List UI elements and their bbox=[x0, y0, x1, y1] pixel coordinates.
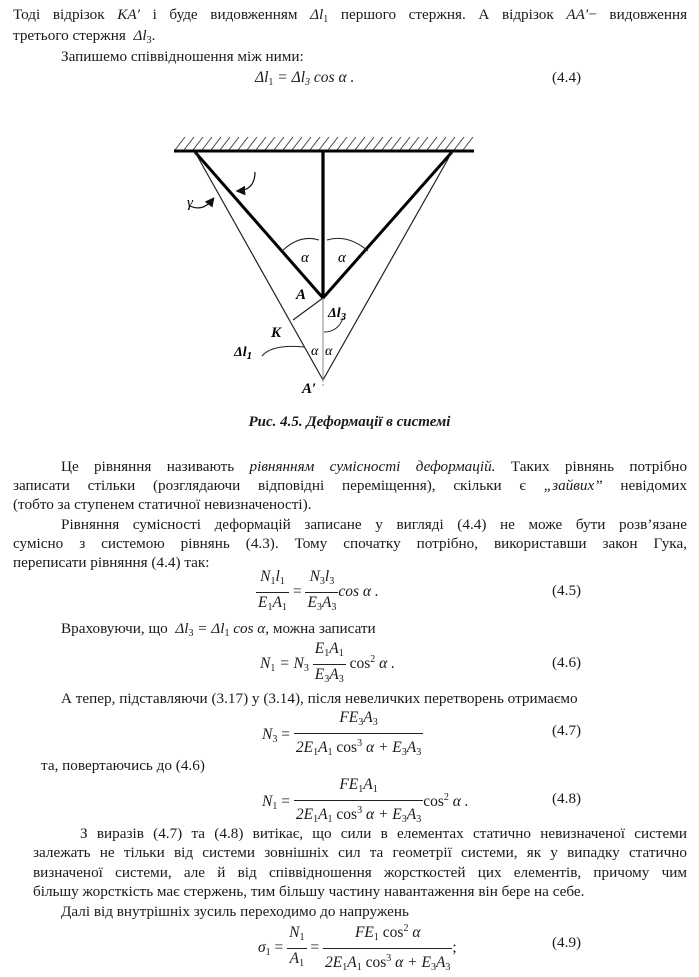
label-dl3: $\Delta l_3$ bbox=[328, 306, 347, 323]
hatch-mark bbox=[427, 137, 437, 150]
label-gamma: γ bbox=[187, 195, 193, 211]
text: Тоді відрізок bbox=[13, 6, 105, 23]
paragraph-line: Враховуючи, що $\Delta l_3 = \Delta l_1$ cos α, можна записати bbox=[61, 620, 376, 639]
bar-right bbox=[323, 152, 452, 298]
text: і буде видовженням bbox=[152, 6, 298, 23]
paragraph-line: залежать не тільки від системи зовнішніх сил та геометрії системи, як у випадку статично bbox=[33, 844, 687, 861]
paragraph-line: записати стільки (розглядаючи відповідні переміщення), скільки є „зайвих” невідомих bbox=[13, 477, 688, 494]
hatch-mark bbox=[400, 137, 410, 150]
equation-number: (4.9) bbox=[552, 934, 582, 951]
gamma-arrow-upper bbox=[238, 172, 255, 191]
gamma-arrow-lower bbox=[190, 199, 213, 208]
hatch-mark bbox=[445, 137, 455, 150]
paragraph-line: Рівняння сумісності деформацій записане у вигляді (4.4) не може бути розв’язане bbox=[61, 516, 687, 533]
equation-number: (4.4) bbox=[552, 69, 582, 86]
deformation-diagram bbox=[160, 130, 490, 405]
emphasis-term: „зайвих” bbox=[543, 477, 603, 494]
hatch-mark bbox=[238, 137, 248, 150]
equation-4-4: $\Delta l_1 = \Delta l_3$ cos α . bbox=[255, 69, 355, 88]
hatch-mark bbox=[274, 137, 284, 150]
hatch-mark bbox=[373, 137, 383, 150]
hatch-mark bbox=[247, 137, 257, 150]
label-point-k: K bbox=[271, 325, 282, 341]
paragraph-line: А тепер, підставляючи (3.17) у (3.14), після невеличких перетворень отримаємо bbox=[61, 690, 578, 707]
hatch-mark bbox=[328, 137, 338, 150]
bar-right-deformed bbox=[323, 152, 452, 380]
label-alpha-bottom-right: α bbox=[325, 344, 333, 359]
label-dl1: $\Delta l_1$ bbox=[234, 345, 253, 362]
paragraph-line: Далі від внутрішніх зусиль переходимо до напружень bbox=[61, 903, 409, 920]
bar-left bbox=[195, 152, 323, 298]
hatch-mark bbox=[229, 137, 239, 150]
text: третього стержня bbox=[13, 27, 126, 44]
hatch-mark bbox=[391, 137, 401, 150]
hatch-mark bbox=[265, 137, 275, 150]
paragraph-line: переписати рівняння (4.4) так: bbox=[13, 554, 210, 571]
emphasis-term: рівнянням сумісності деформацій. bbox=[249, 458, 496, 475]
hatch-mark bbox=[220, 137, 230, 150]
figure-caption: Рис. 4.5. Деформації в системі bbox=[248, 414, 451, 430]
paragraph-line: сумісно з системою рівнянь (4.3). Тому спочатку потрібно, використавши закон Гука, bbox=[13, 535, 687, 552]
hatch-mark bbox=[202, 137, 212, 150]
text: першого стержня. А відрізок bbox=[340, 6, 554, 23]
equation-4-5: $\frac{N_1l_1}{E_1A_1}$ = $\frac{N_3l_3}{E_3A_3}$ cos α . bbox=[258, 568, 379, 613]
equation-4-7: $N_3$ = $\frac{FE_3A_3}{2E_1A_1 \cos^3 \alpha + E_3A_3}$ bbox=[262, 709, 422, 758]
label-alpha-right: α bbox=[338, 250, 346, 266]
paragraph-line: З виразів (4.7) та (4.8) витікає, що сили в елементах статично невизначеної системи bbox=[80, 825, 687, 842]
hatch-mark bbox=[364, 137, 374, 150]
bar-left-deformed bbox=[195, 152, 323, 380]
paragraph-line bbox=[13, 27, 155, 50]
text: . bbox=[151, 27, 156, 44]
hatch-mark bbox=[292, 137, 302, 150]
angle-arc-right bbox=[327, 238, 368, 251]
hatch-mark bbox=[319, 137, 329, 150]
hatch-mark bbox=[454, 137, 464, 150]
paragraph-line: більшу жорсткість має стержень, тим більшу частину навантаження він бере на себе. bbox=[33, 883, 585, 900]
paragraph-line: визначеної системи, але й від співвідношення жорсткостей цих елементів, причому чим bbox=[33, 864, 687, 881]
math-aa-prime: AA′ bbox=[566, 6, 589, 23]
paragraph-line: (тобто за ступенем статичної невизначеності). bbox=[13, 496, 312, 513]
hatch-mark bbox=[418, 137, 428, 150]
label-point-a-prime: A′ bbox=[302, 381, 317, 397]
equation-4-8: $N_1$ = $\frac{FE_1A_1}{2E_1A_1 \cos^3 \alpha + E_3A_3}$ $\cos^2 \alpha$ . bbox=[262, 776, 469, 825]
hatch-mark bbox=[283, 137, 293, 150]
hatch-mark bbox=[184, 137, 194, 150]
hatch-mark bbox=[301, 137, 311, 150]
math-delta-l3: $\Delta l_3$ bbox=[133, 27, 152, 46]
equation-4-6: $N_1 = N_3$ $\frac{E_1A_1}{E_3A_3}$ $\cos^2 \alpha$ . bbox=[260, 640, 396, 685]
paragraph-line: Це рівняння називають рівнянням сумісності деформацій. Таких рівнянь потрібно bbox=[61, 458, 688, 475]
hatch-mark bbox=[310, 137, 320, 150]
hatch-mark bbox=[256, 137, 266, 150]
paragraph-line: та, повертаючись до (4.6) bbox=[41, 757, 205, 774]
paragraph-line: Запишемо співвідношення між ними: bbox=[61, 48, 304, 65]
label-alpha-bottom-left: α bbox=[311, 344, 319, 359]
hatch-mark bbox=[382, 137, 392, 150]
paragraph-line bbox=[13, 6, 687, 29]
equation-number: (4.5) bbox=[552, 582, 582, 599]
equation-number: (4.7) bbox=[552, 722, 582, 739]
equation-4-9: $\sigma_1$ = $\frac{N_1}{A_1}$ = $\frac{FE_1 \cos^2 \alpha}{2E_1A_1 \cos^3 \alpha + E_3A_3}$ ; bbox=[258, 920, 457, 977]
hatch-mark bbox=[346, 137, 356, 150]
hatch-mark bbox=[337, 137, 347, 150]
hatch-mark bbox=[463, 137, 473, 150]
hatch-mark bbox=[211, 137, 221, 150]
hatch-mark bbox=[436, 137, 446, 150]
text: − видовження bbox=[588, 6, 688, 23]
label-point-a: A bbox=[296, 287, 307, 303]
math-delta-l1: $\Delta l_1$ bbox=[310, 6, 329, 25]
hatch-mark bbox=[409, 137, 419, 150]
math-ka-prime: KA′ bbox=[117, 6, 140, 23]
hatch-mark bbox=[355, 137, 365, 150]
equation-number: (4.8) bbox=[552, 790, 582, 807]
label-alpha-left: α bbox=[301, 250, 309, 266]
hatch-mark bbox=[193, 137, 203, 150]
dl1-leader bbox=[262, 346, 304, 356]
equation-number: (4.6) bbox=[552, 654, 582, 671]
hatch-mark bbox=[175, 137, 185, 150]
